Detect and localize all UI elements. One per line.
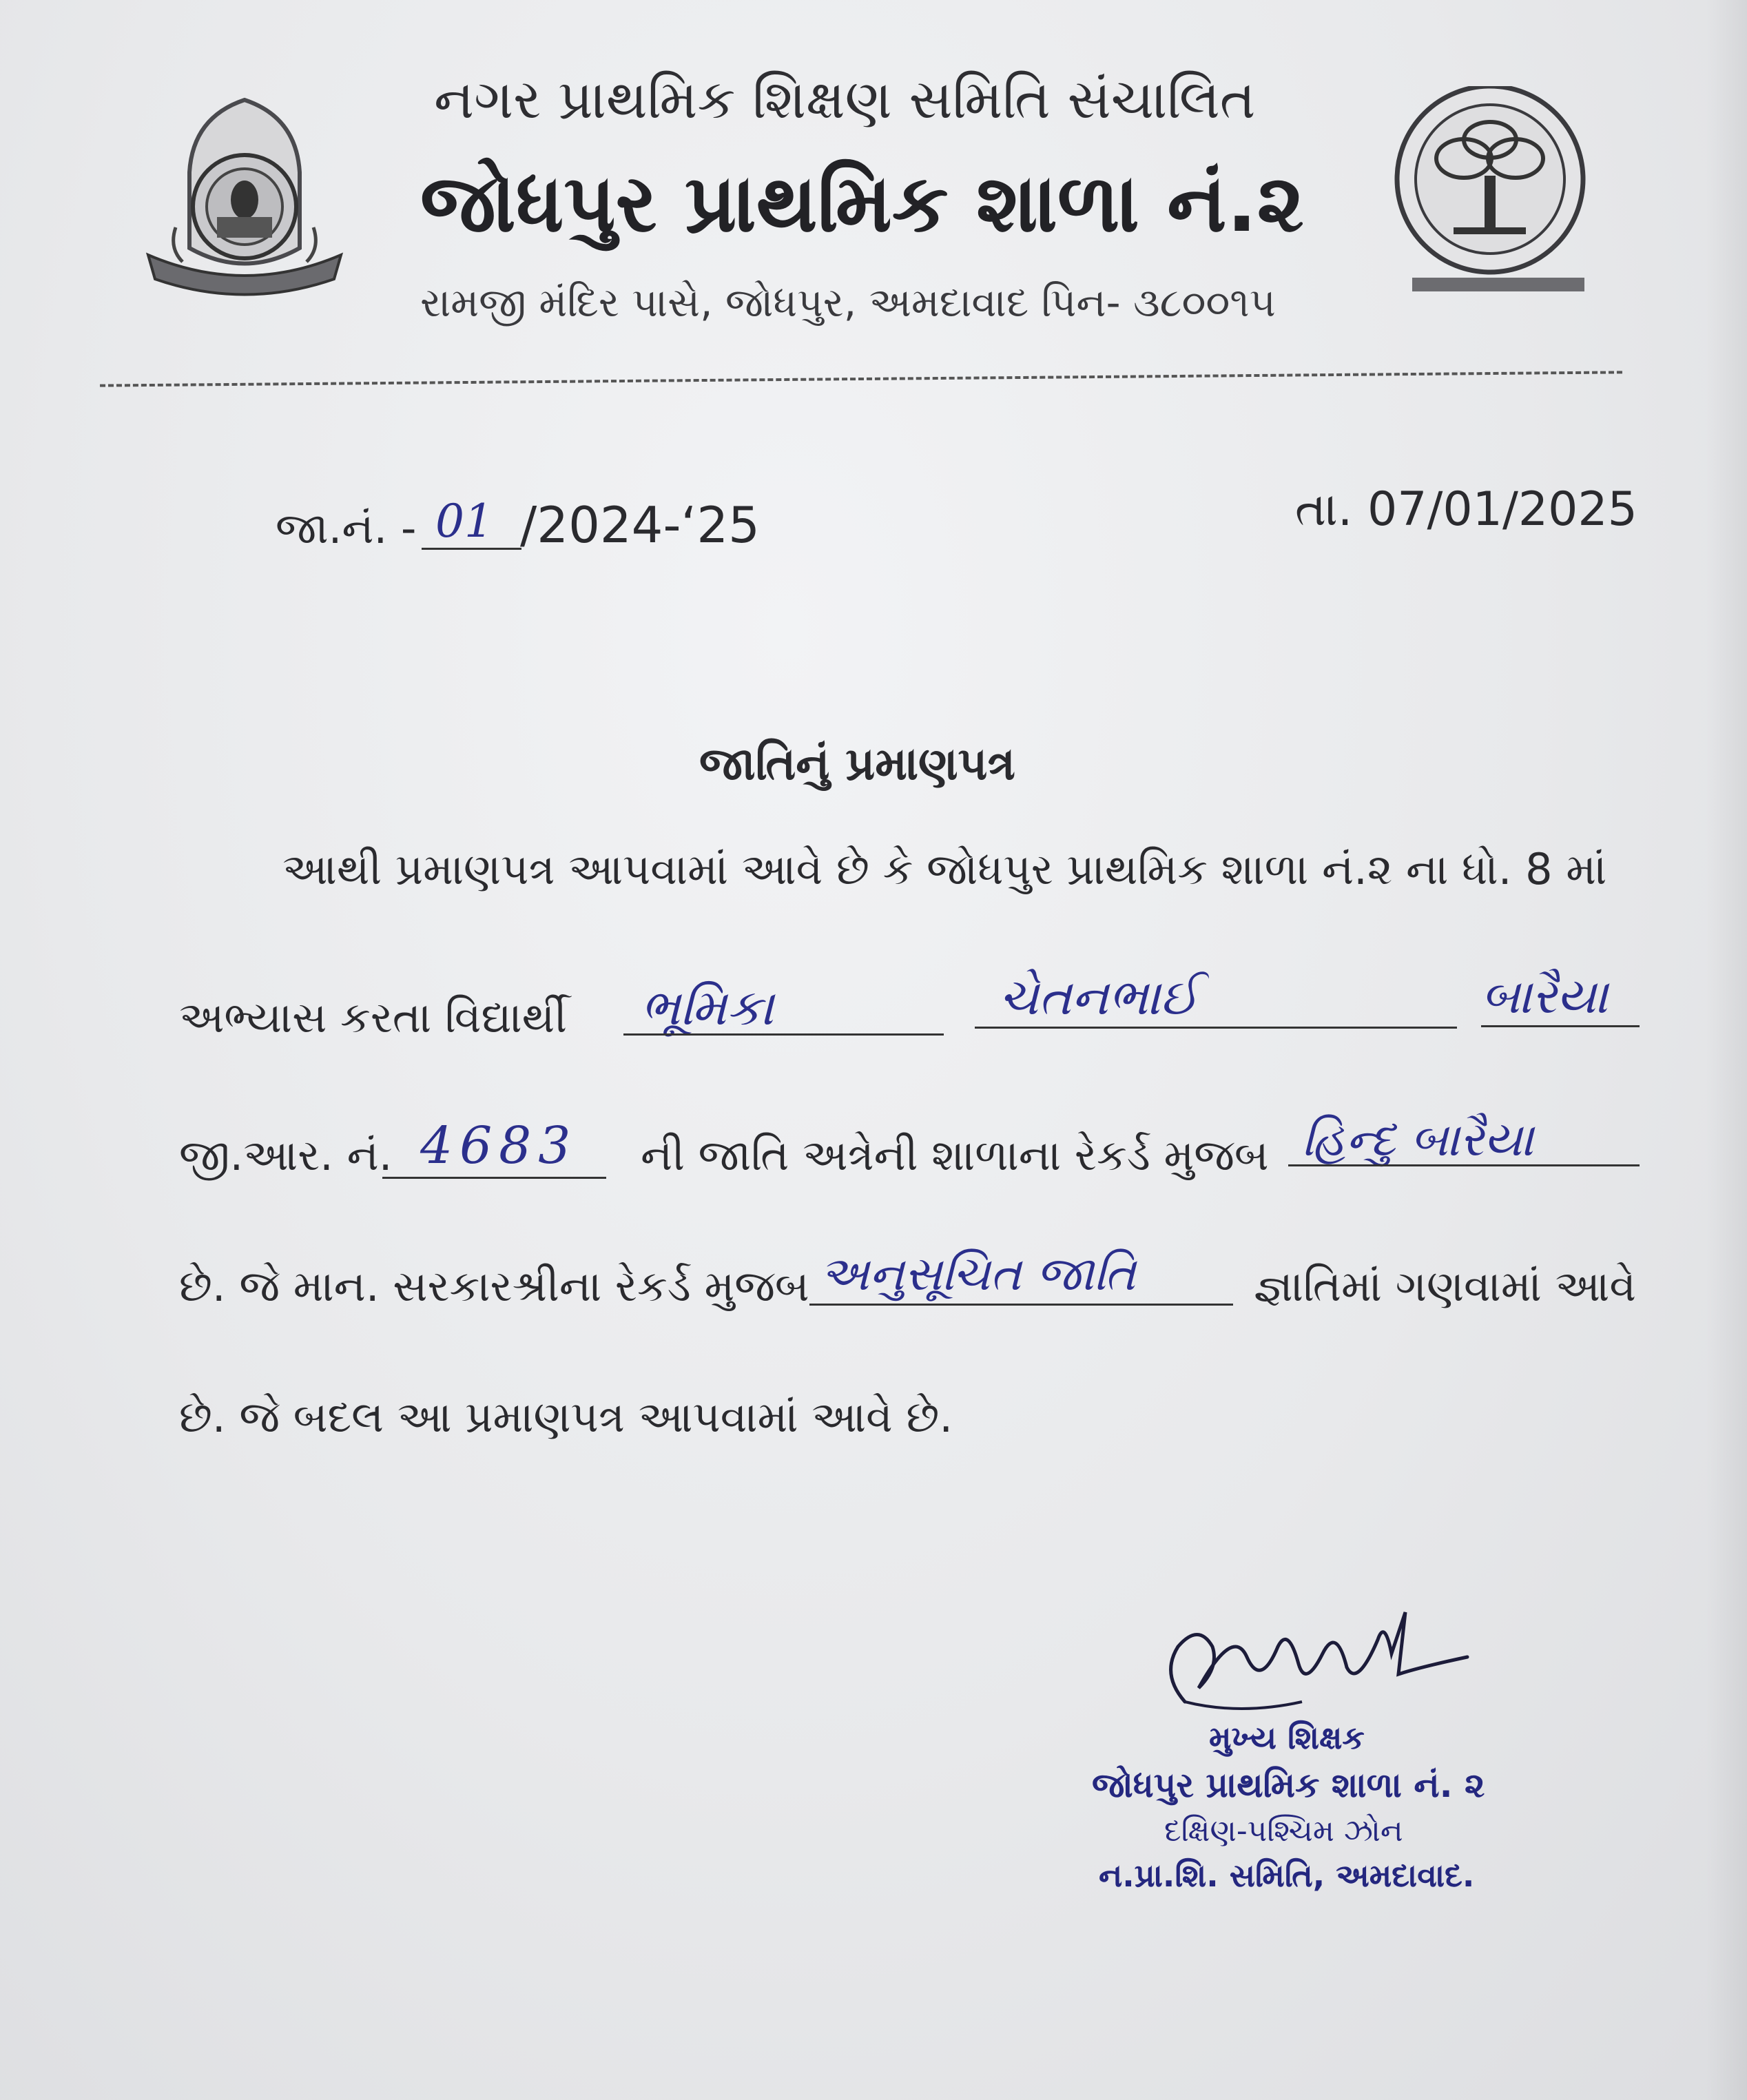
ref-number-underline <box>422 548 521 550</box>
school-name-heading: જોધપુર પ્રાથમિક શાળા નં.૨ <box>420 157 1304 250</box>
student-surname: બારૈયા <box>1481 968 1609 1025</box>
stamp-title: મુખ્ય શિક્ષક <box>1209 1719 1365 1756</box>
gr-number-underline <box>382 1177 606 1179</box>
caste-value: હિન્દુ બારૈયા <box>1302 1113 1534 1167</box>
caste-record-text: ની જાતિ અત્રેની શાળાના રેકર્ડ મુજબ <box>641 1130 1269 1180</box>
paper-edge-shadow <box>1706 0 1747 2100</box>
ref-number-value: 01 <box>435 495 493 548</box>
category-suffix-text: જ્ઞાતિમાં ગણવામાં આવે <box>1254 1261 1637 1311</box>
category-value: અનુસૂચિત જાતિ <box>820 1247 1136 1301</box>
student-first-name: ભૂમિકા <box>641 978 774 1036</box>
right-emblem-tree-logo <box>1388 86 1595 300</box>
left-emblem-logo <box>141 90 348 310</box>
father-name-underline <box>975 1027 1457 1029</box>
category-underline <box>809 1304 1233 1306</box>
org-subtitle: નગર પ્રાથમિક શિક્ષણ સમિતિ સંચાલિત <box>434 69 1256 131</box>
caste-underline <box>1288 1164 1640 1166</box>
body-line-1: આથી પ્રમાણપત્ર આપવામાં આવે છે કે જોધપુર પ્રાથમિક શાળા નં.૨ ના ધો. 8 માં <box>282 844 1607 894</box>
student-father-name: ચેતનભાઈ <box>999 968 1199 1026</box>
gr-number-value: 4683 <box>420 1116 578 1175</box>
govt-record-text: છે. જે માન. સરકારશ્રીના રેકર્ડ મુજબ <box>179 1261 809 1311</box>
body-line-5: છે. જે બદલ આ પ્રમાણપત્ર આપવામાં આવે છે. <box>179 1392 953 1442</box>
ref-year: /2024-‘25 <box>520 496 760 554</box>
student-label: અભ્યાસ કરતા વિદ્યાર્થી <box>179 992 567 1042</box>
stamp-zone: દક્ષિણ-પશ્ચિમ ઝોન <box>1164 1813 1403 1849</box>
first-name-underline <box>623 1033 944 1036</box>
stamp-school-name: જોધપુર પ્રાથમિક શાળા નં. ૨ <box>1092 1765 1485 1805</box>
ref-number-label: જા.નં. - <box>276 503 417 553</box>
stamp-committee: ન.પ્રા.શિ. સમિતિ, અમદાવાદ. <box>1099 1857 1475 1894</box>
surname-underline <box>1481 1025 1640 1027</box>
document-date: તા. 07/01/2025 <box>1295 482 1637 537</box>
headmaster-signature <box>1157 1598 1474 1722</box>
gr-number-label: જી.આર. નં. <box>179 1130 393 1180</box>
school-address: રામજી મંદિર પાસે, જોધપુર, અમદાવાદ પિન- ૩૮૦૦૧૫ <box>420 279 1276 326</box>
certificate-title: જાતિનું પ્રમાણપત્ર <box>699 737 1015 790</box>
